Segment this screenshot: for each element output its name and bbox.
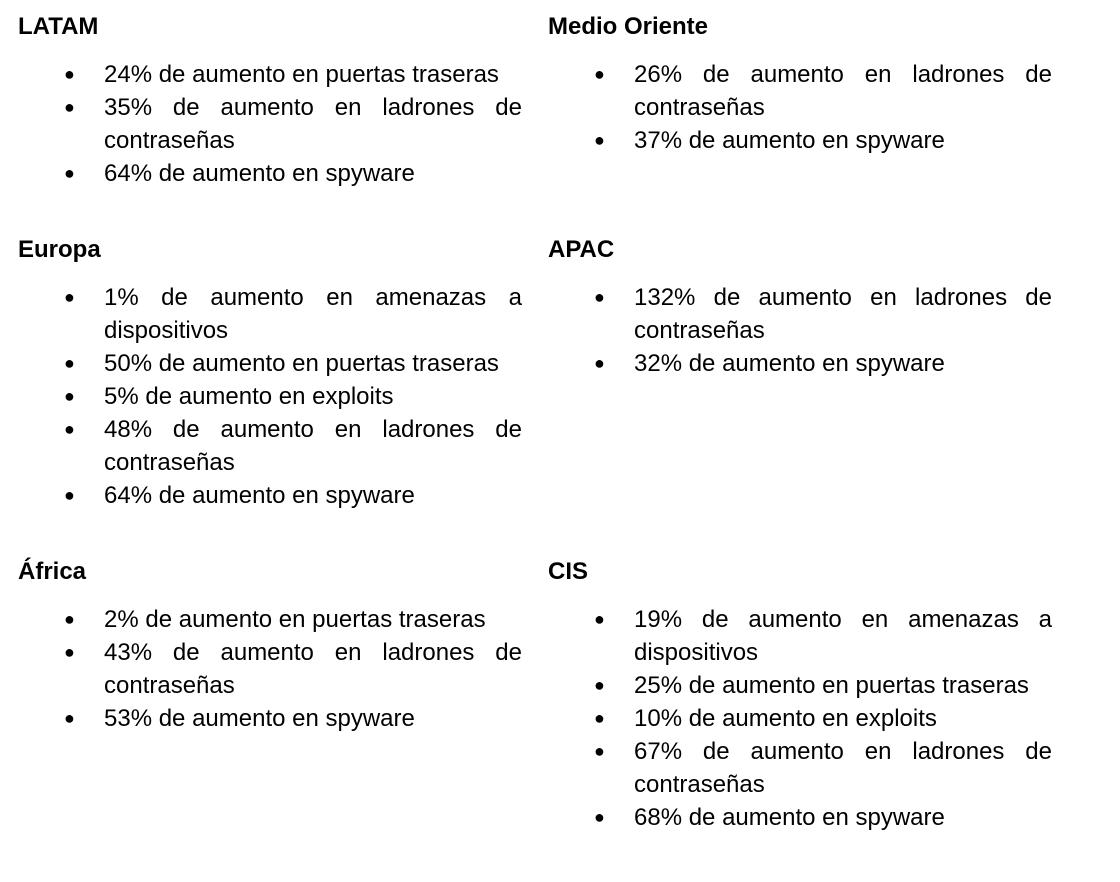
list-item-text: 19% de aumento en amenazas a dispositivos	[634, 606, 1052, 666]
list-item-text: 10% de aumento en exploits	[634, 705, 937, 732]
bullet-icon: ●	[64, 287, 75, 307]
bullet-icon: ●	[594, 353, 605, 373]
region-africa	[18, 558, 522, 735]
list-item	[18, 281, 522, 347]
bullet-icon: ●	[64, 386, 75, 406]
bullet-icon: ●	[64, 609, 75, 629]
bullet-icon: ●	[64, 642, 75, 662]
list-item-text: 132% de aumento en ladrones de contraseñas	[634, 284, 1052, 344]
list-item	[18, 91, 522, 157]
bullet-list	[18, 58, 522, 190]
bullet-icon: ●	[594, 287, 605, 307]
list-item	[548, 124, 1052, 157]
list-item-text: 64% de aumento en spyware	[104, 160, 415, 187]
region-title: África	[18, 558, 87, 585]
region-medio-oriente	[548, 13, 1052, 157]
list-item-text: 68% de aumento en spyware	[634, 804, 945, 831]
bullet-icon: ●	[64, 163, 75, 183]
bullet-icon: ●	[64, 97, 75, 117]
list-item-text: 43% de aumento en ladrones de contraseñas	[104, 639, 522, 699]
list-item	[548, 735, 1052, 801]
list-item-text: 35% de aumento en ladrones de contraseñas	[104, 94, 522, 154]
list-item	[18, 603, 522, 636]
list-item-text: 67% de aumento en ladrones de contraseñas	[634, 738, 1052, 798]
bullet-icon: ●	[594, 64, 605, 84]
list-item	[548, 801, 1052, 834]
list-item	[548, 281, 1052, 347]
list-item-text: 5% de aumento en exploits	[104, 383, 394, 410]
bullet-icon: ●	[64, 419, 75, 439]
bullet-list	[548, 281, 1052, 380]
bullet-list	[548, 58, 1052, 157]
region-cis	[548, 558, 1052, 834]
region-title: APAC	[548, 236, 615, 263]
list-item-text: 50% de aumento en puertas traseras	[104, 350, 499, 377]
region-latam	[18, 13, 522, 190]
bullet-list	[18, 603, 522, 735]
region-title: Medio Oriente	[548, 13, 709, 40]
list-item-text: 26% de aumento en ladrones de contraseñas	[634, 61, 1052, 121]
region-apac	[548, 236, 1052, 380]
list-item-text: 64% de aumento en spyware	[104, 482, 415, 509]
list-item	[18, 702, 522, 735]
list-item	[18, 157, 522, 190]
bullet-list	[548, 603, 1052, 834]
list-item	[548, 347, 1052, 380]
bullet-icon: ●	[594, 807, 605, 827]
region-title: CIS	[548, 558, 589, 585]
list-item-text: 32% de aumento en spyware	[634, 350, 945, 377]
list-item-text: 1% de aumento en amenazas a dispositivos	[104, 284, 522, 344]
bullet-icon: ●	[594, 708, 605, 728]
list-item	[18, 636, 522, 702]
bullet-icon: ●	[594, 741, 605, 761]
list-item-text: 24% de aumento en puertas traseras	[104, 61, 499, 88]
bullet-icon: ●	[64, 353, 75, 373]
bullet-icon: ●	[64, 64, 75, 84]
region-title: LATAM	[18, 13, 99, 40]
list-item-text: 48% de aumento en ladrones de contraseñas	[104, 416, 522, 476]
list-item-text: 25% de aumento en puertas traseras	[634, 672, 1029, 699]
region-europa	[18, 236, 522, 512]
region-title: Europa	[18, 236, 101, 263]
bullet-icon: ●	[64, 708, 75, 728]
list-item-text: 37% de aumento en spyware	[634, 127, 945, 154]
list-item-text: 53% de aumento en spyware	[104, 705, 415, 732]
list-item	[548, 669, 1052, 702]
list-item	[18, 380, 522, 413]
list-item-text: 2% de aumento en puertas traseras	[104, 606, 486, 633]
list-item	[548, 58, 1052, 124]
bullet-icon: ●	[594, 675, 605, 695]
list-item	[18, 413, 522, 479]
list-item	[548, 603, 1052, 669]
list-item	[18, 58, 522, 91]
list-item	[548, 702, 1052, 735]
bullet-icon: ●	[594, 130, 605, 150]
bullet-list	[18, 281, 522, 512]
list-item	[18, 479, 522, 512]
list-item	[18, 347, 522, 380]
bullet-icon: ●	[594, 609, 605, 629]
bullet-icon: ●	[64, 485, 75, 505]
